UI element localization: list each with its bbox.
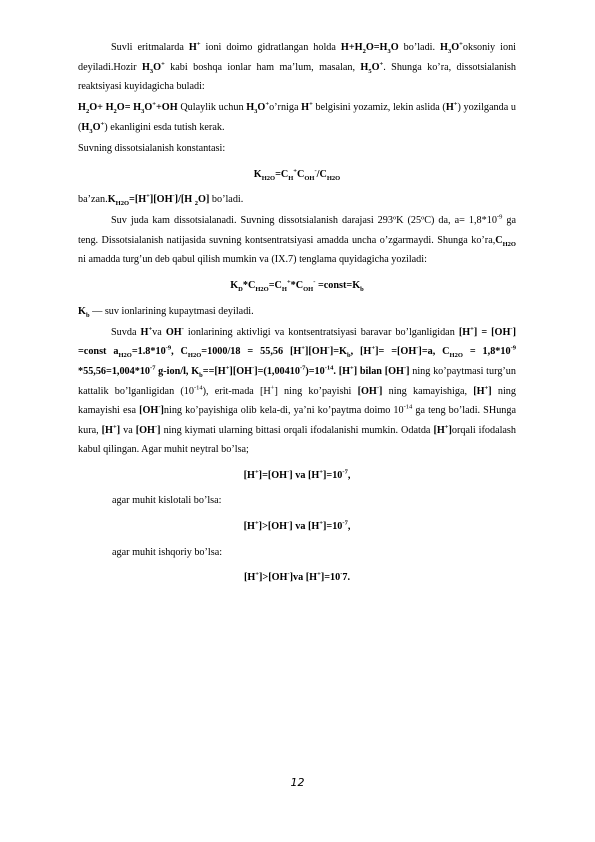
paragraph-constant-intro: Suvning dissotsialanish konstantasi:: [78, 142, 226, 154]
paragraph-ion-product-def: $K_b$ — suv ionlarining kupaytmasi deyiladi.: [78, 305, 254, 319]
paragraph-water-ions: Suvda H+va OH- ionlarining aktivligi va kontsentratsiyasi baravar bo’lganligidan [H+] = [OH-] =const $a_{H2O}=1.8*10^{-9}$, $C_{H2O}=1000/18 = 55,56$ $[H^+][OH^-]=K_b$, [H+]= =[OH-]=a, $C_{H2O} = 1,8*10^{-9}$ $*55,56=1,004*10^{-7}$ g-ion/l, $K_b==[H^+][OH^-]=(1,00410^{-7})=10^{-14}$. [H+] bilan [OH-] ning ko’paytmasi turg’un kattalik bo’lganligidan $(10^{-14})$, erit-mada [H+] ning ko’payishi [OH-] ning kamayishiga, [H+] ning kamayishi esa [OH-]ning ko’payishiga olib kela-di, ya’ni ko’paytma doimo $10^{-14}$ ga teng bo’ladi. SHunga kura, [H+] va [OH-] ning kiymati ularning bittasi orqali ifodalanishi mumkin. Odatda [H+]orqali ifodalash kabul qilingan. Agar muhit neytral bo’lsa;: [78, 325, 516, 456]
page-number: 12: [290, 776, 305, 789]
equation-dissociation-constant: $K_{H2O}=C_H^+C_{OH}^-/C_{H2O}$: [253, 167, 341, 182]
paragraph-reaction: $H_2O+ H_2O= H_3O^++OH$ Qulaylik uchun $H_3O^+o’rniga$ H+ belgisini yozamiz, lekin aslida (H+) yozilganda u $(H_3O^+)$ ekanligini esda tutish kerak.: [78, 100, 517, 135]
equation-acidic: [H+]>[OH-] va $[H^+]=10^{-7}$,: [243, 519, 351, 533]
paragraph-acidic-intro: agar muhit kislotali bo’lsa:: [112, 495, 222, 507]
paragraph-basic-intro: agar muhit ishqoriy bo’lsa:: [112, 546, 223, 558]
document-body: [78, 38, 516, 594]
equation-basic: [H+]>[OH-]va [H+]=10-7.: [243, 570, 351, 584]
paragraph-hydronium: Suvli eritmalarda H+ ioni doimo gidratlangan holda $H+H_2O=H_3O$ bo’ladi. $H_3O^+oksoniy$ ioni deyiladi.Hozir $H_3O^+$ kabi boshqa ionlar ham ma’lum, masalan, $H_5O^+$. Shunga ko’ra, dissotsialanish reaktsiyasi kuyidagicha buladi:: [78, 40, 516, 93]
equation-neutral: [H+]=[OH-] va $[H^+]=10^{-7}$,: [243, 468, 351, 481]
equation-ion-product: $K_D*C_{H2O}=C_H^+*C_{OH}^-$ $=const=K_b$: [230, 278, 364, 294]
paragraph-dissociation-degree: Suv juda kam dissotsialanadi. Suvning dissotsialanish darajasi 293ºK (25ºC) da, $a= 1,8*10^{-9}$ ga teng. Dissotsialanish natijasida suvning kontsentratsiyasi amadda uncha o’zgarmaydi. Shunga $ko’ra,C_{H2O}$ ni amadda turg’un deb qabul qilish mumkin va (IX.7) tenglama quyidagicha yoziladi:: [78, 213, 516, 266]
paragraph-baazan: $ba’zan.K_{H2O}=[H^+][OH^-]/[H$ $_2$O] bo’ladi.: [78, 192, 244, 208]
